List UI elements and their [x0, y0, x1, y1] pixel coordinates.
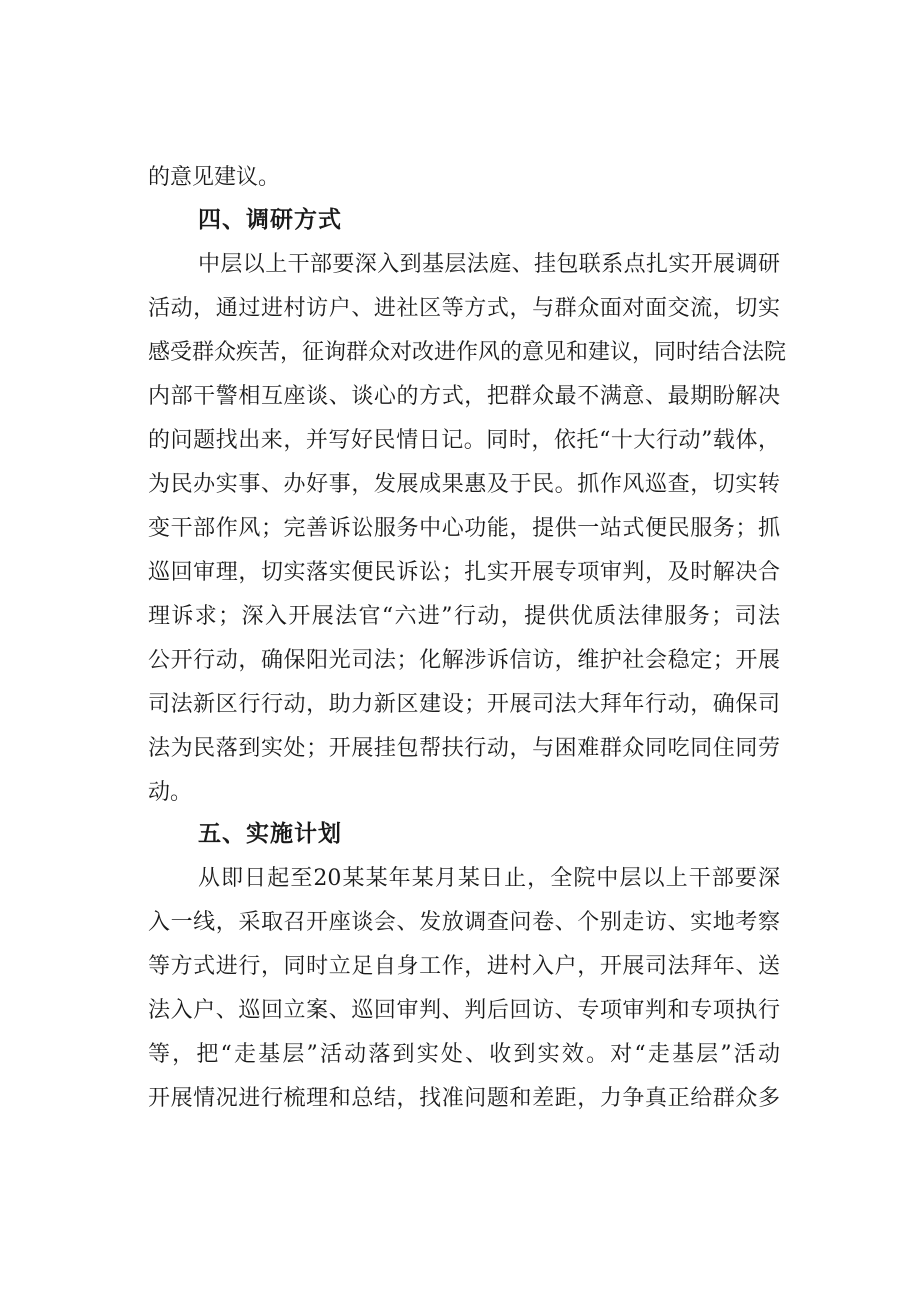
paragraph-line: 中层以上干部要深入到基层法庭、挂包联系点扎实开展调研 — [198, 252, 780, 277]
section-heading-implementation-plan: 五、实施计划 — [198, 821, 342, 847]
paragraph-line: 入一线，采取召开座谈会、发放调查问卷、个别走访、实地考察 — [148, 910, 780, 935]
paragraph-line: 法为民落到实处；开展挂包帮扶行动，与困难群众同吃同住同劳 — [148, 736, 780, 761]
paragraph-line: 开展情况进行梳理和总结，找准问题和差距，力争真正给群众多 — [148, 1086, 780, 1111]
paragraph-line: 活动，通过进村访户、进社区等方式，与群众面对面交流，切实 — [148, 296, 780, 321]
paragraph-line: 为民办实事、办好事，发展成果惠及于民。抓作风巡查，切实转 — [148, 472, 780, 497]
paragraph-line: 法入户、巡回立案、巡回审判、判后回访、专项审判和专项执行 — [148, 998, 780, 1023]
paragraph-line: 等方式进行，同时立足自身工作，进村入户，开展司法拜年、送 — [148, 954, 780, 979]
paragraph-line: 感受群众疾苦，征询群众对改进作风的意见和建议，同时结合法院 — [148, 340, 787, 365]
paragraph-line: 变干部作风；完善诉讼服务中心功能，提供一站式便民服务；抓 — [148, 516, 780, 541]
paragraph-line: 的问题找出来，并写好民情日记。同时，依托“十大行动”载体， — [148, 428, 780, 453]
paragraph-line: 动。 — [148, 780, 193, 805]
paragraph-line: 理诉求；深入开展法官“六进”行动，提供优质法律服务；司法 — [148, 604, 780, 629]
paragraph-line: 司法新区行行动，助力新区建设；开展司法大拜年行动，确保司 — [148, 692, 780, 717]
section-heading-research-method: 四、调研方式 — [198, 207, 342, 233]
paragraph-line: 内部干警相互座谈、谈心的方式，把群众最不满意、最期盼解决 — [148, 384, 780, 409]
opening-line: 的意见建议。 — [148, 165, 281, 190]
paragraph-line: 从即日起至20某某年某月某日止，全院中层以上干部要深 — [198, 866, 780, 891]
paragraph-line: 等，把“走基层”活动落到实处、收到实效。对“走基层”活动 — [148, 1042, 780, 1067]
paragraph-line: 巡回审理，切实落实便民诉讼；扎实开展专项审判，及时解决合 — [148, 560, 780, 585]
paragraph-line: 公开行动，确保阳光司法；化解涉诉信访，维护社会稳定；开展 — [148, 648, 780, 673]
